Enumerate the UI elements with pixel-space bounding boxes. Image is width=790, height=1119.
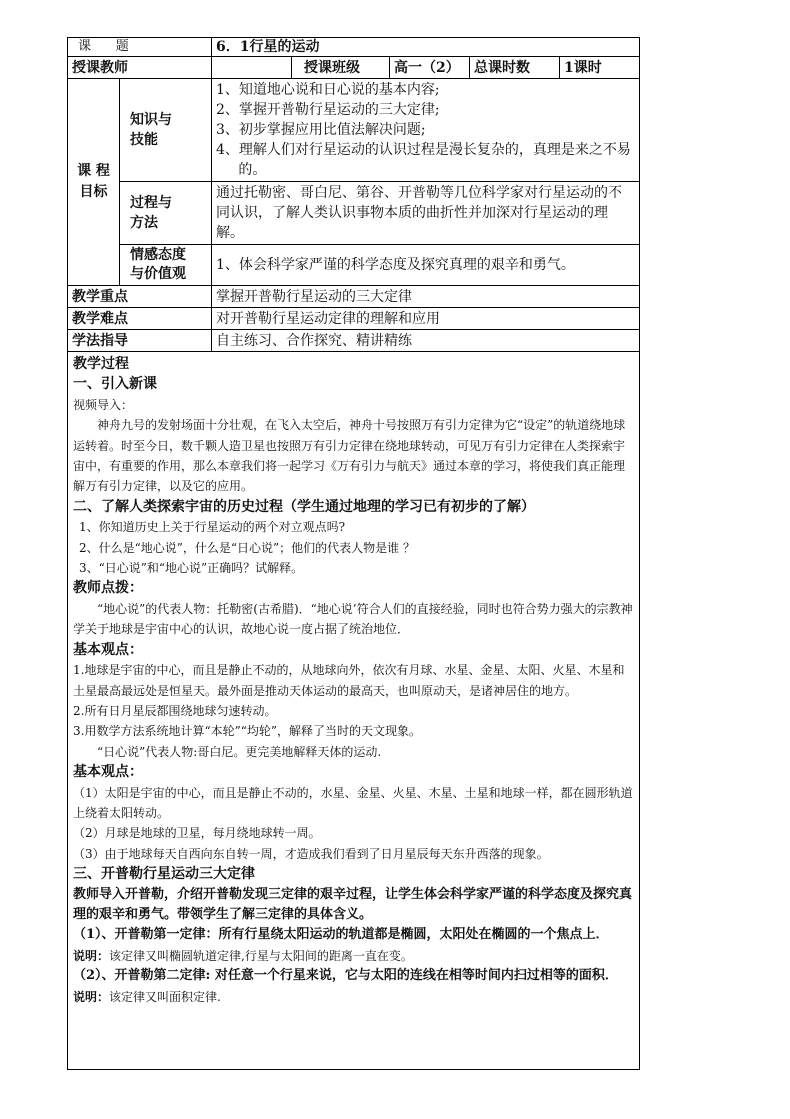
difficulty-label: 教学难点: [68, 308, 212, 330]
goals-label: 课 程 目标: [68, 79, 120, 286]
basic-view-1-title: 基本观点：: [73, 641, 143, 658]
knowledge-item: 2、掌握开普勒行星运动的三大定律;: [216, 102, 440, 118]
note-text: 该定律又叫面积定律.: [109, 989, 221, 1004]
teacher-label: 授课教师: [68, 57, 212, 79]
section-2-question-3: 3、“日心说”和“地心说”正确吗？试解释。: [79, 561, 304, 576]
section-1-title: 一、引入新课: [73, 376, 157, 393]
knowledge-label: 知识与 技能: [120, 79, 212, 182]
section-3-intro: 教师导入开普勒，介绍开普勒发现三定律的艰辛过程，让学生体会科学家严谨的科学态度及探究真理的艰辛和勇气。带领学生了解三定律的具体含义。: [73, 886, 633, 922]
teaching-process: [68, 352, 640, 1070]
key-point-value: 掌握开普勒行星运动的三大定律: [212, 286, 640, 308]
basic-view-2-point-1: （1）太阳是宇宙的中心，而且是静止不动的，水星、金星、火星、木星、土星和地球一样，都在圆形轨道上绕着太阳转动。: [73, 785, 633, 820]
emotion-text: 1、体会科学家严谨的科学态度及探究真理的艰辛和勇气。: [212, 245, 640, 286]
lesson-plan-table: [67, 37, 640, 1070]
section-2-question-2: 2、什么是“地心说”，什么是“日心说”；他们的代表人物是谁 ？: [79, 540, 415, 555]
note-label: 说明：: [73, 948, 110, 963]
basic-view-2-point-2: （2）月球是地球的卫星，每月绕地球转一周。: [73, 826, 321, 841]
teacher-value: [212, 57, 292, 79]
process-title: 教学过程: [73, 356, 129, 372]
teacher-tip-paragraph: “地心说”的代表人物：托勒密(古希腊)．“地心说’符合人们的直接经验，同时也符合势力强大的宗教神学关于地球是宇宙中心的认识，故地心说一度占据了统治地位．: [73, 601, 633, 637]
teacher-tip-title: 教师点拨：: [73, 580, 143, 597]
section-3-title: 三、开普勒行星运动三大定律: [73, 866, 255, 883]
section-1-sub: 视频导入：: [73, 397, 134, 412]
kepler-law-1-note: [73, 946, 634, 966]
lesson-plan: [67, 37, 639, 1070]
heliocentric-paragraph: “日心说”代表人物:哥白尼。更完美地解释天体的运动.: [97, 744, 382, 759]
section-1-paragraph: 神舟九号的发射场面十分壮观，在飞入太空后，神舟十号按照万有引力定律为它“设定”的轨道绕地球运转着。时至今日，数千颗人造卫星也按照万有引力定律在绕地球转动，可见万有引力定律在人类探索宇宙中，有重要的作用，那么本章我们将一起学习《万有引力与航天》通过本章的学习，将使我们真正能理解万有引力定律，以及它的应用。: [73, 418, 626, 494]
difficulty-value: 对开普勒行星运动定律的理解和应用: [212, 308, 640, 330]
section-2-question-1: 1、你知道历史上关于行星运动的两个对立观点吗?: [79, 520, 346, 535]
class-label: 授课班级: [292, 57, 390, 79]
knowledge-item: 4、理解人们对行星运动的认识过程是漫长复杂的，真理是来之不易的。: [216, 142, 631, 178]
method-label: 学法指导: [68, 330, 212, 352]
basic-view-2-title: 基本观点：: [73, 764, 143, 781]
basic-view-2-point-3: （3）由于地球每天自西向东自转一周，才造成我们看到了日月星辰每天东升西落的现象。: [73, 846, 549, 861]
section-2-title: 二、了解人类探索宇宙的历史过程（学生通过地理的学习已有初步的了解）: [73, 498, 535, 515]
note-text: 该定律又叫椭圆轨道定律,行星与太阳间的距离一直在变。: [109, 948, 413, 963]
method-value: 自主练习、合作探究、精讲精练: [212, 330, 640, 352]
hours-label: 总课时数: [470, 57, 560, 79]
basic-view-1-point-2: 2.所有日月星辰都围绕地球匀速转动。: [73, 703, 277, 718]
knowledge-item: 3、初步掌握应用比值法解决问题;: [216, 122, 426, 138]
kepler-law-2: （2）、开普勒第二定律: 对任意一个行星来说，它与太阳的连线在相等时间内扫过相等的面积．: [73, 968, 618, 984]
topic-value: 6．1行星的运动: [212, 38, 640, 57]
basic-view-1-point-1: 1.地球是宇宙的中心，而且是静止不动的，从地球向外，依次有月球、水星、金星、太阳、火星、木星和土星最高最远处是恒星天。最外面是推动天体运动的最高天，也叫原动天，是诸神居住的地方。: [73, 663, 625, 698]
note-label: 说明：: [73, 989, 110, 1004]
class-value: 高一（2）: [390, 57, 470, 79]
topic-label: 课 题: [68, 38, 212, 57]
emotion-label: 情感态度 与价值观: [120, 245, 212, 286]
basic-view-1-point-3: 3.用数学方法系统地计算“本轮”“均轮”，解释了当时的天文现象。: [73, 724, 421, 739]
process-method-label: 过程与 方法: [120, 182, 212, 245]
knowledge-items: [212, 79, 640, 182]
kepler-law-1: （1）、开普勒第一定律：所有行星绕太阳运动的轨道都是椭圆，太阳处在椭圆的一个焦点上．: [73, 927, 609, 943]
process-method-text: 通过托勒密、哥白尼、第谷、开普勒等几位科学家对行星运动的不同认识，了解人类认识事物本质的曲折性并加深对行星运动的理解。: [212, 182, 640, 245]
key-point-label: 教学重点: [68, 286, 212, 308]
knowledge-item: 1、知道地心说和日心说的基本内容;: [216, 82, 440, 98]
hours-value: 1课时: [560, 57, 640, 79]
kepler-law-2-note: [73, 987, 634, 1007]
